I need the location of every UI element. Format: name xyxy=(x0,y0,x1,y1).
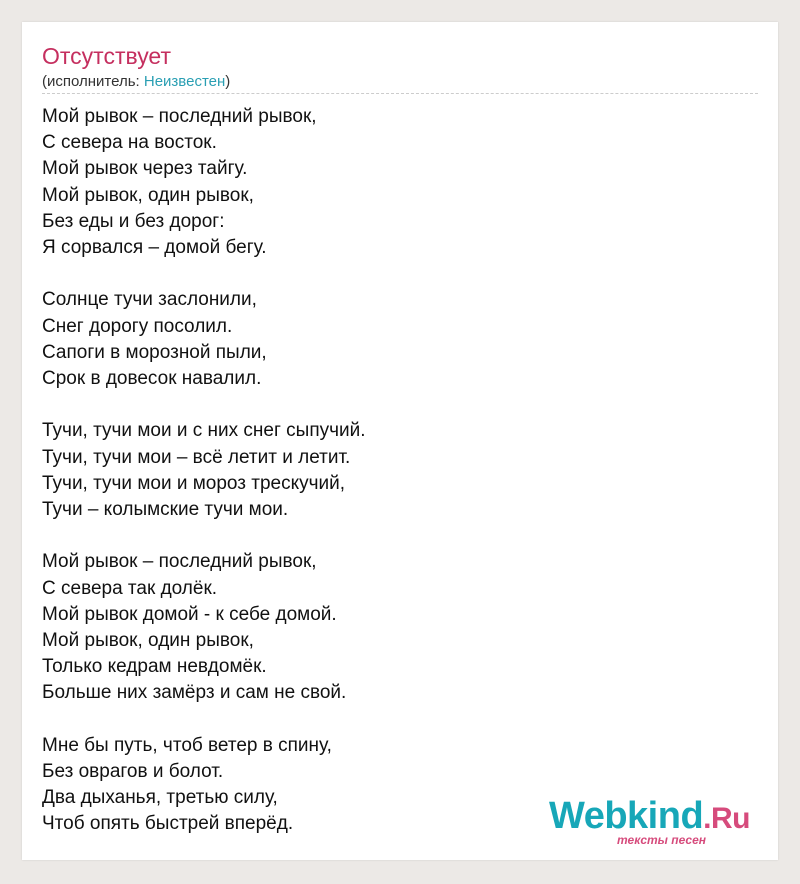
logo-wordmark xyxy=(549,795,750,837)
lyrics-stanza xyxy=(42,418,742,523)
artist-link[interactable]: Неизвестен xyxy=(143,73,226,90)
lyrics-line: Мне бы путь, чтоб ветер в спину, xyxy=(42,734,332,756)
logo-tagline: тексты песен xyxy=(617,833,706,847)
lyrics-line: Только кедрам невдомёк. xyxy=(42,656,267,678)
artist-suffix: ) xyxy=(225,73,231,90)
lyrics-stanza xyxy=(42,549,742,706)
lyrics-line: Я сорвался – домой бегу. xyxy=(42,237,267,259)
lyrics-line: Тучи – колымские тучи мои. xyxy=(42,499,289,521)
lyrics-stanza xyxy=(42,287,742,392)
logo-ru: .Ru xyxy=(703,802,750,835)
lyrics-line: Тучи, тучи мои и мороз трескучий, xyxy=(42,472,346,494)
lyrics-line: Больше них замёрз и сам не свой. xyxy=(42,682,347,704)
logo-kind: kind xyxy=(627,795,704,837)
song-title: Отсутствует xyxy=(42,43,171,69)
webkind-logo[interactable] xyxy=(549,795,750,847)
lyrics-line: Мой рывок – последний рывок, xyxy=(42,551,317,573)
lyrics-line: Срок в довесок навалил. xyxy=(42,368,262,390)
title-divider xyxy=(42,93,758,94)
logo-web: Web xyxy=(549,795,628,837)
lyrics-line: Без оврагов и болот. xyxy=(42,761,224,783)
lyrics-line: Сапоги в морозной пыли, xyxy=(42,341,267,363)
lyrics-line: Снег дорогу посолил. xyxy=(42,315,233,337)
lyrics-line: Чтоб опять быстрей вперёд. xyxy=(42,813,294,835)
lyrics-line: Без еды и без дорог: xyxy=(42,210,225,232)
lyrics-line: Тучи, тучи мои – всё летит и летит. xyxy=(42,446,351,468)
lyrics-stanza xyxy=(42,104,742,261)
lyrics-line: Мой рывок через тайгу. xyxy=(42,158,248,180)
lyrics-card xyxy=(22,22,778,860)
lyrics-line: Мой рывок, один рывок, xyxy=(42,630,254,652)
lyrics-line: Солнце тучи заслонили, xyxy=(42,289,257,311)
lyrics-text xyxy=(42,104,742,864)
lyrics-line: Тучи, тучи мои и с них снег сыпучий. xyxy=(42,420,366,442)
lyrics-line: Мой рывок – последний рывок, xyxy=(42,106,317,127)
lyrics-line: С севера так долёк. xyxy=(42,577,218,599)
artist-line xyxy=(42,72,230,92)
artist-prefix: (исполнитель: xyxy=(42,73,144,90)
lyrics-line: Мой рывок, один рывок, xyxy=(42,184,254,206)
lyrics-line: Мой рывок домой - к себе домой. xyxy=(42,603,337,625)
lyrics-line: Два дыханья, третью силу, xyxy=(42,787,278,809)
lyrics-line: С севера на восток. xyxy=(42,132,217,154)
